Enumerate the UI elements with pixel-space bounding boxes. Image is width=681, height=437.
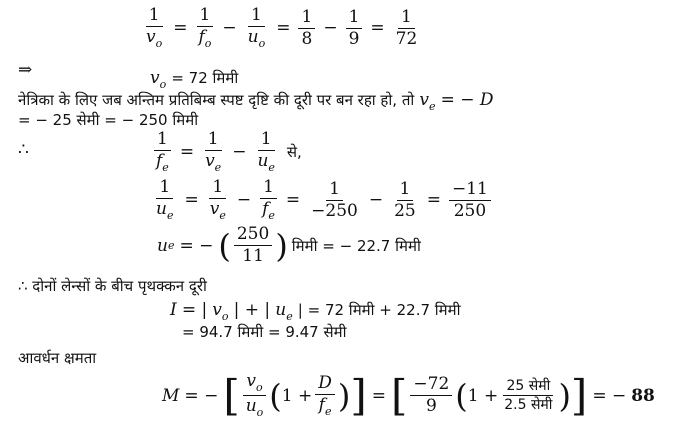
fraction-1-over-ue-lhs: $\frac{1}{u_e}$	[156, 177, 174, 222]
fraction-1-over-uo: $\frac{1}{u_o}$	[247, 5, 266, 50]
fraction-250-over-11: $\frac{250}{11}$	[234, 225, 272, 266]
result-vo: $v_o = 72$ मिमी	[150, 68, 239, 91]
final-answer: 88	[631, 385, 655, 406]
fraction-1-over-72: $\frac{1}{72}$	[395, 6, 418, 49]
fraction-1-over-9: $\frac{1}{9}$	[346, 8, 363, 49]
result-ue: u e = − ( $\frac{250}{11}$ ) मिमी = − 22.7 मिमी	[157, 224, 421, 266]
fraction-minus-72-over-9: $\frac{-72}{9}$	[410, 375, 452, 416]
result-separation: = 94.7 मिमी = 9.47 सेमी	[182, 323, 347, 341]
therefore-symbol: ∴	[18, 140, 29, 160]
fraction-d-over-fe: $\frac{D}{f_e}$	[315, 374, 335, 418]
fraction-1-over-fe: $\frac{1}{f_e}$	[153, 130, 172, 174]
text-eyepiece-condition: नेत्रिका के लिए जब अन्तिम प्रतिबिम्ब स्पष्ट दृष्टि की दूरी पर बन रहा हो, तो $v_e$ = − D	[18, 90, 494, 113]
text-distance-value: = − 25 सेमी = − 250 मिमी	[18, 111, 199, 129]
fraction-minus-11-over-250: $\frac{-11}{250}$	[449, 180, 491, 221]
equation-lens-formula-objective: $\frac{1}{v_o}$ = $\frac{1}{f_o}$ − $\frac{1}{u_o}$ = $\frac{1}{8}$ − $\frac{1}{9}$ = $\frac{1}{72}$	[140, 6, 423, 50]
equation-separation: I = | $v_o$ | + | $u_e$ | = 72 मिमी + 22.7 मिमी	[170, 300, 461, 323]
fraction-1-over-ve-rhs: $\frac{1}{v_e}$	[209, 177, 226, 222]
fraction-1-over-vo: $\frac{1}{v_o}$	[146, 5, 163, 50]
implies-symbol: ⇒	[18, 60, 33, 80]
fraction-1-over-fe-rhs: $\frac{1}{f_e}$	[259, 178, 278, 222]
text-separation-distance: ∴ दोनों लेन्सों के बीच पृथक्कन दूरी	[18, 277, 207, 295]
fraction-1-over-fo: $\frac{1}{f_o}$	[198, 5, 212, 50]
fraction-1-over-25: $\frac{1}{25}$	[394, 178, 416, 221]
text-magnifying-power: आवर्धन क्षमता	[18, 349, 97, 367]
equation-magnifying-power: M = − [ $\frac{v_o}{u_o}$ ( 1 + $\frac{D}{f_e}$ ) ] = [ $\frac{-72}{9}$ ( 1 + $\frac{\text{25 सेमी}}{\text{2.5 सेमी}}$ ) ] = − 88	[162, 370, 655, 420]
fraction-25cm-over-2-5cm: $\frac{\text{25 सेमी}}{\text{2.5 सेमी}}$	[504, 378, 553, 413]
fraction-1-over-ue: $\frac{1}{u_e}$	[257, 129, 275, 174]
fraction-1-over-8: $\frac{1}{8}$	[298, 8, 315, 49]
equation-lens-formula-eyepiece: $\frac{1}{f_e}$ = $\frac{1}{v_e}$ − $\frac{1}{u_e}$ से,	[150, 130, 302, 174]
fraction-1-over-ve: $\frac{1}{v_e}$	[205, 129, 222, 174]
fraction-vo-over-uo: $\frac{v_o}{u_o}$	[243, 372, 267, 419]
fraction-1-over-minus-250: $\frac{1}{-250}$	[311, 178, 358, 221]
equation-solve-ue: $\frac{1}{u_e}$ = $\frac{1}{v_e}$ − $\frac{1}{f_e}$ = $\frac{1}{-250}$ − $\frac{1}{25}$ = $\frac{-11}{250}$	[150, 178, 494, 222]
